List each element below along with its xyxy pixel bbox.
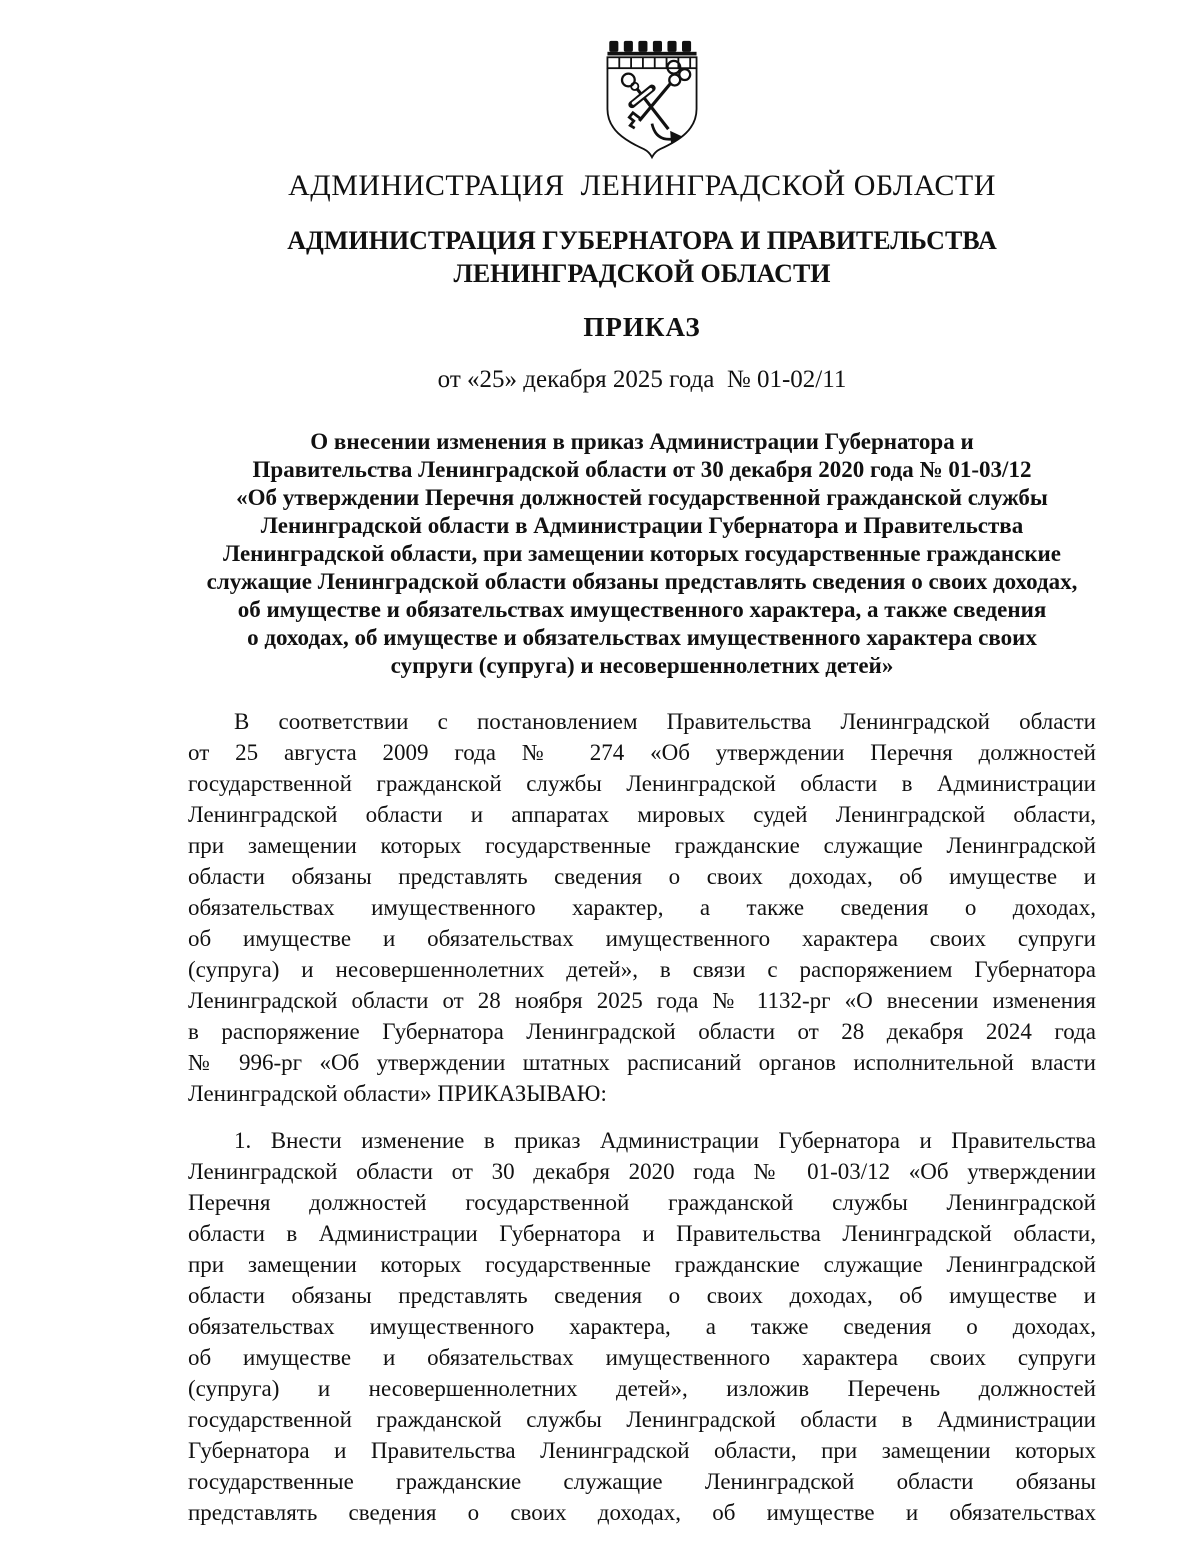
text-line: об имуществе и обязательствах имущественного характера своих супруги: [188, 1345, 1096, 1370]
text-line: Правительства Ленинградской области от 30 декабря 2020 года № 01-03/12: [252, 457, 1032, 482]
department-line-2: ЛЕНИНГРАДСКОЙ ОБЛАСТИ: [453, 259, 831, 288]
text-line: об имуществе и обязательствах имущественного характера, а также сведения: [237, 597, 1047, 622]
text-line: 1. Внести изменение в приказ Администрации Губернатора и Правительства: [234, 1128, 1096, 1153]
leningrad-oblast-coat-of-arms-icon: [606, 40, 698, 160]
department-line-1: АДМИНИСТРАЦИЯ ГУБЕРНАТОРА И ПРАВИТЕЛЬСТВА: [287, 226, 997, 255]
text-line: области обязаны представлять сведения о своих доходах, об имуществе и: [188, 864, 1096, 889]
date-and-number-line: от «25» декабря 2025 года № 01-02/11: [437, 366, 847, 393]
department-heading: [188, 224, 1096, 290]
text-line: (супруга) и несовершеннолетних детей», в связи с распоряжением Губернатора: [188, 957, 1096, 982]
text-line: Ленинградской области» ПРИКАЗЫВАЮ:: [188, 1081, 607, 1106]
text-line: государственные гражданские служащие Ленинградской области обязаны: [188, 1469, 1096, 1494]
text-line: области обязаны представлять сведения о своих доходах, об имуществе и: [188, 1283, 1096, 1308]
text-line: при замещении которых государственные гражданские служащие Ленинградской: [188, 833, 1096, 858]
text-line: «Об утверждении Перечня должностей государственной гражданской службы: [236, 485, 1048, 510]
org-name-heading: АДМИНИСТРАЦИЯ ЛЕНИНГРАДСКОЙ ОБЛАСТИ: [288, 169, 996, 202]
text-line: государственной гражданской службы Ленинградской области в Администрации: [188, 1407, 1096, 1432]
text-line: от 25 августа 2009 года № 274 «Об утверждении Перечня должностей: [188, 740, 1096, 765]
text-line: представлять сведения о своих доходах, об имуществе и обязательствах: [188, 1500, 1096, 1525]
text-line: Перечня должностей государственной гражданской службы Ленинградской: [188, 1190, 1096, 1215]
text-line: о доходах, об имуществе и обязательствах имущественного характера своих: [247, 625, 1037, 650]
text-line: супруги (супруга) и несовершеннолетних детей»: [390, 653, 894, 678]
text-line: служащие Ленинградской области обязаны представлять сведения о своих доходах,: [206, 569, 1078, 594]
text-line: обязательствах имущественного характера, а также сведения о доходах,: [188, 1314, 1096, 1339]
text-line: В соответствии с постановлением Правительства Ленинградской области: [234, 709, 1096, 734]
text-line: О внесении изменения в приказ Администрации Губернатора и: [310, 429, 974, 454]
text-line: Ленинградской области и аппаратах мировых судей Ленинградской области,: [188, 802, 1096, 827]
text-line: № 996-рг «Об утверждении штатных расписаний органов исполнительной власти: [188, 1050, 1096, 1075]
text-line: Ленинградской области от 30 декабря 2020 года № 01-03/12 «Об утверждении: [188, 1159, 1096, 1184]
text-line: государственной гражданской службы Ленинградской области в Администрации: [188, 771, 1096, 796]
body-paragraph-2: [188, 1125, 1096, 1528]
text-line: об имуществе и обязательствах имущественного характера своих супруги: [188, 926, 1096, 951]
emblem-container: [188, 0, 1096, 160]
text-line: Ленинградской области в Администрации Губернатора и Правительства: [260, 513, 1024, 538]
text-line: Ленинградской области от 28 ноября 2025 года № 1132-рг «О внесении изменения: [188, 988, 1096, 1013]
text-line: обязательствах имущественного характер, а также сведения о доходах,: [188, 895, 1096, 920]
body-paragraph-1: [188, 706, 1096, 1109]
text-line: (супруга) и несовершеннолетних детей», изложив Перечень должностей: [188, 1376, 1096, 1401]
text-line: Ленинградской области, при замещении которых государственные гражданские: [222, 541, 1062, 566]
document-type-heading: ПРИКАЗ: [583, 312, 701, 342]
order-title: [188, 428, 1096, 680]
text-line: в распоряжение Губернатора Ленинградской области от 28 декабря 2024 года: [188, 1019, 1096, 1044]
text-line: области в Администрации Губернатора и Правительства Ленинградской области,: [188, 1221, 1096, 1246]
text-line: Губернатора и Правительства Ленинградской области, при замещении которых: [188, 1438, 1096, 1463]
text-line: при замещении которых государственные гражданские служащие Ленинградской: [188, 1252, 1096, 1277]
